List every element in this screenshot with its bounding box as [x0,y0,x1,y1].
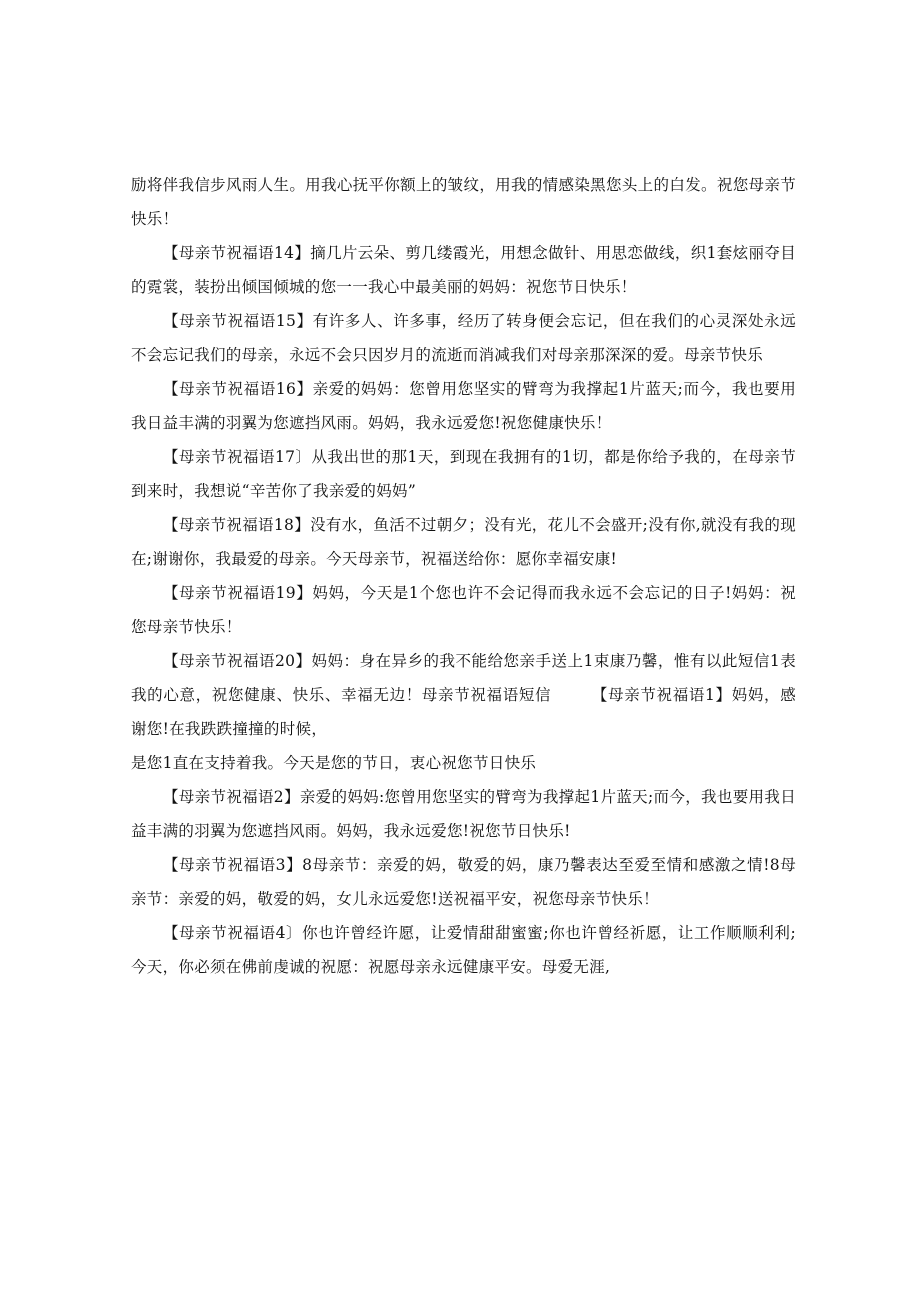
paragraph-greeting-18: 【母亲节祝福语18】没有水，鱼活不过朝夕；没有光，花儿不会盛开;没有你,就没有我的现在;谢谢你，我最爱的母亲。今天母亲节，祝福送给你：愿你幸福安康! [131,516,796,568]
paragraph-greeting-3: 【母亲节祝福语3】8母亲节：亲爱的妈，敬爱的妈，康乃馨表达至爱至情和感激之情!8母亲节：亲爱的妈，敬爱的妈，女儿永远爱您!送祝福平安，祝您母亲节快乐！ [131,856,796,908]
paragraph-greeting-20: 【母亲节祝福语20】妈妈：身在异乡的我不能给您亲手送上1束康乃馨，惟有以此短信1表我的心意，祝您健康、快乐、幸福无边！母亲节祝福语短信 【母亲节祝福语1】妈妈，感谢您!在我跌跌撞撞的时候， [131,652,796,738]
document-body [131,168,796,984]
paragraph-greeting-15: 【母亲节祝福语15】有许多人、许多事，经历了转身便会忘记，但在我们的心灵深处永远不会忘记我们的母亲，永远不会只因岁月的流逝而消减我们对母亲那深深的爱。母亲节快乐 [131,312,796,364]
paragraph-greeting-17: 【母亲节祝福语17〕从我出世的那1天，到现在我拥有的1切，都是你给予我的，在母亲节到来时，我想说“辛苦你了我亲爱的妈妈” [131,448,796,500]
paragraph-greeting-14: 【母亲节祝福语14】摘几片云朵、剪几缕霞光，用想念做针、用思恋做线，织1套炫丽夺目的霓裳，装扮出倾国倾城的您一一我心中最美丽的妈妈：祝您节日快乐！ [131,244,796,296]
paragraph-1: 励将伴我信步风雨人生。用我心抚平你额上的皱纹，用我的情感染黑您头上的白发。祝您母亲节快乐！ [131,176,796,228]
paragraph-greeting-4: 【母亲节祝福语4〕你也许曾经许愿，让爱情甜甜蜜蜜;你也许曾经祈愿，让工作顺顺利利;今天，你必须在佛前虔诚的祝愿：祝愿母亲永远健康平安。母爱无涯, [131,924,796,976]
paragraph-greeting-19: 【母亲节祝福语19】妈妈，今天是1个您也许不会记得而我永远不会忘记的日子!妈妈：祝您母亲节快乐！ [131,584,796,636]
paragraph-greeting-2: 【母亲节祝福语2】亲爱的妈妈:您曾用您坚实的臂弯为我撑起1片蓝天;而今，我也要用我日益丰满的羽翼为您遮挡风雨。妈妈，我永远爱您!祝您节日快乐! [131,788,796,840]
paragraph-greeting-1-continued: 是您1直在支持着我。今天是您的节日，衷心祝您节日快乐 [131,754,537,772]
paragraph-greeting-16: 【母亲节祝福语16】亲爱的妈妈：您曾用您坚实的臂弯为我撑起1片蓝天;而今，我也要用我日益丰满的羽翼为您遮挡风雨。妈妈，我永远爱您!祝您健康快乐！ [131,380,796,432]
